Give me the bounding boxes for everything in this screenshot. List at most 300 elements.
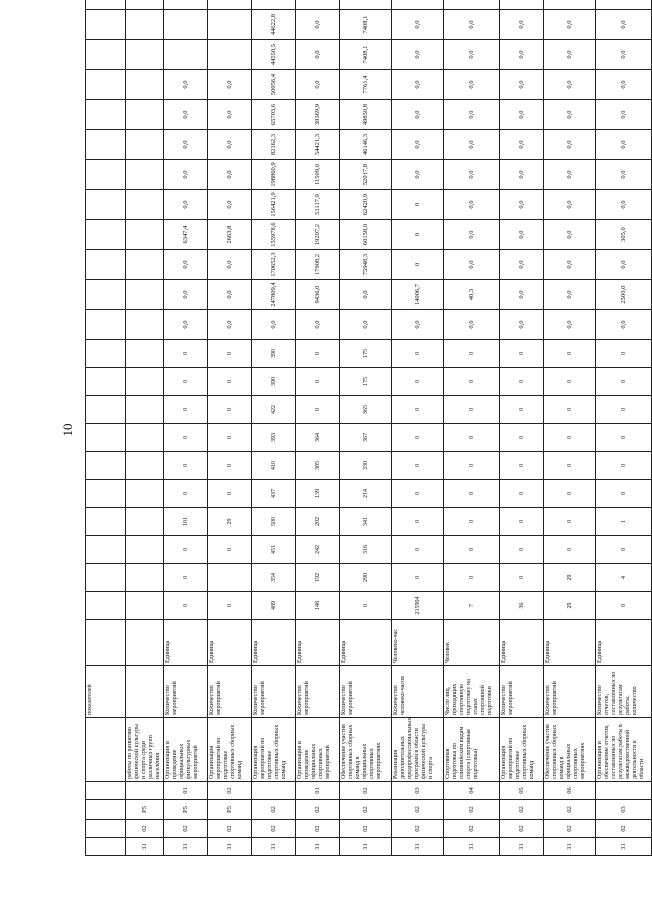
funding-value-cell: 65703,6 <box>252 100 296 130</box>
indicator-value-cell <box>126 536 164 564</box>
funding-value-cell: 0,0 <box>596 160 652 190</box>
unit-cell: Человеко-час <box>392 620 444 666</box>
indicator-value-cell: 0 <box>500 368 544 396</box>
unit-cell: Человек <box>444 620 500 666</box>
indicator-value-cell: 0 <box>296 340 340 368</box>
indicator-value-cell: 0 <box>208 452 252 480</box>
indicator-value-cell: 0 <box>444 564 500 592</box>
funding-value-cell <box>126 0 164 10</box>
activity-name-cell: работы по развитию физической культуры и спорта среди различных групп населения <box>126 718 164 782</box>
indicator-cell: Количество мероприятий <box>296 666 340 718</box>
funding-value-cell: 0,0 <box>296 70 340 100</box>
indicator-value-cell: 330 <box>340 452 392 480</box>
indicator-value-cell: 0 <box>596 480 652 508</box>
funding-value-cell <box>340 0 392 10</box>
funding-value-cell: 49850,8 <box>340 100 392 130</box>
funding-value-cell: 0,0 <box>596 310 652 340</box>
unit-cell: Единица <box>596 620 652 666</box>
funding-value-cell: 198860,9 <box>252 160 296 190</box>
indicator-value-cell <box>126 368 164 396</box>
unit-cell: Единица <box>296 620 340 666</box>
funding-value-cell: 51117,9 <box>296 190 340 220</box>
indicator-cell: Число лиц, проходящих спортивную подготовку на этапах спортивной подготовки <box>444 666 500 718</box>
indicator-value-cell: 0 <box>208 536 252 564</box>
funding-value-cell <box>126 190 164 220</box>
funding-value-cell: 19207,2 <box>296 220 340 250</box>
funding-value-cell: 0 <box>392 250 444 280</box>
indicator-value-cell: 0 <box>544 424 596 452</box>
indicator-value-cell: 0 <box>596 452 652 480</box>
indicator-value-cell: 0 <box>596 396 652 424</box>
code-cell: 06 <box>544 782 596 800</box>
funding-value-cell: 0,0 <box>544 100 596 130</box>
indicator-value-cell: 101 <box>164 508 208 536</box>
indicator-value-cell: 0 <box>296 396 340 424</box>
code-cell: 02 <box>596 820 652 838</box>
funding-value-cell: 0,0 <box>392 100 444 130</box>
indicator-value-cell: 0 <box>208 396 252 424</box>
indicator-value-cell: 0 <box>340 592 392 620</box>
indicator-value-cell: 0 <box>164 536 208 564</box>
funding-value-cell: 0,0 <box>596 190 652 220</box>
table-row <box>252 0 296 856</box>
funding-value-cell: 0,0 <box>544 250 596 280</box>
funding-value-cell: 0,0 <box>444 10 500 40</box>
funding-value-cell: 0,0 <box>544 220 596 250</box>
indicator-value-cell: 0 <box>500 452 544 480</box>
indicator-value-cell: 0 <box>544 536 596 564</box>
indicator-value-cell: 29 <box>544 564 596 592</box>
code-cell: 02 <box>392 820 444 838</box>
table-row <box>596 0 652 856</box>
indicator-value-cell: 7 <box>444 592 500 620</box>
indicator-value-cell: 0 <box>164 396 208 424</box>
code-cell: 02 <box>126 820 164 838</box>
code-cell: 31 <box>392 838 444 856</box>
unit-cell: Единица <box>208 620 252 666</box>
funding-value-cell: 0,0 <box>164 130 208 160</box>
indicator-value-cell <box>126 340 164 368</box>
funding-value-cell: 0,0 <box>596 100 652 130</box>
code-cell: 02 <box>164 820 208 838</box>
funding-value-cell: 247809,4 <box>252 280 296 310</box>
code-cell: 02 <box>252 800 296 820</box>
indicator-value-cell: 410 <box>252 452 296 480</box>
funding-value-cell: 0 <box>392 190 444 220</box>
activity-name-cell: Организация и обеспечение отчетов, составленных по результатам работы в межведомственной деятельности в области <box>596 718 652 782</box>
page-number: 10 <box>60 423 75 437</box>
funding-value-cell <box>126 160 164 190</box>
funding-value-cell: 155978,6 <box>252 220 296 250</box>
activity-name-cell: Реализация дополнительных предпрофессиональных программ в области физической культуры и спорта <box>392 718 444 782</box>
indicator-value-cell: 365 <box>340 396 392 424</box>
funding-value-cell: 2663,8 <box>208 220 252 250</box>
activity-name-cell: Организация и проведение официальных спортивных мероприятий <box>296 718 340 782</box>
indicator-value-cell: 422 <box>252 396 296 424</box>
indicator-value-cell: 0 <box>164 340 208 368</box>
indicator-value-cell: 202 <box>296 508 340 536</box>
indicator-value-cell <box>126 592 164 620</box>
funding-value-cell <box>208 40 252 70</box>
funding-value-cell: 0,0 <box>208 100 252 130</box>
indicator-value-cell: 0 <box>596 368 652 396</box>
indicator-value-cell: 0 <box>296 368 340 396</box>
funding-value-cell: 7408,1 <box>340 10 392 40</box>
funding-value-cell: 39369,9 <box>296 100 340 130</box>
indicator-value-cell: 0 <box>392 480 444 508</box>
rotated-table-area <box>85 13 645 856</box>
indicator-value-cell: 367 <box>340 424 392 452</box>
indicator-value-cell: 305 <box>296 452 340 480</box>
funding-value-cell: 60158,0 <box>340 220 392 250</box>
indicator-value-cell <box>126 424 164 452</box>
funding-value-cell: 0,0 <box>164 70 208 100</box>
funding-value-cell: 2500,0 <box>596 280 652 310</box>
funding-value-cell: 75948,3 <box>340 250 392 280</box>
indicator-value-cell: 0 <box>444 396 500 424</box>
indicator-value-cell: 0 <box>444 424 500 452</box>
funding-value-cell: 0,0 <box>444 160 500 190</box>
indicator-value-cell: 489 <box>252 592 296 620</box>
indicator-value-cell <box>126 452 164 480</box>
funding-value-cell: 0,0 <box>444 190 500 220</box>
budget-table <box>85 0 652 856</box>
table-row <box>392 0 444 856</box>
funding-value-cell: 156421,9 <box>252 190 296 220</box>
funding-value-cell <box>392 0 444 10</box>
activity-name-cell: Спортивная подготовка по олимпийским видам спорта (спортивная подготовка) <box>444 718 500 782</box>
code-cell: 02 <box>252 820 296 838</box>
indicator-value-cell: 341 <box>340 508 392 536</box>
indicator-value-cell: 0 <box>500 424 544 452</box>
funding-value-cell <box>296 0 340 10</box>
indicator-value-cell: 0 <box>544 508 596 536</box>
funding-value-cell <box>208 0 252 10</box>
header-cell: показателей <box>86 666 126 718</box>
indicator-value-cell: 4 <box>596 564 652 592</box>
indicator-cell: Количество мероприятий <box>164 666 208 718</box>
indicator-value-cell: 0 <box>208 368 252 396</box>
code-cell: 02 <box>444 800 500 820</box>
indicator-value-cell: 0 <box>164 480 208 508</box>
indicator-value-cell: 215904 <box>392 592 444 620</box>
funding-value-cell: 44550,5 <box>252 40 296 70</box>
indicator-value-cell: 0 <box>596 340 652 368</box>
indicator-value-cell: 393 <box>252 424 296 452</box>
funding-value-cell <box>500 0 544 10</box>
indicator-cell <box>126 666 164 718</box>
funding-value-cell: 0,0 <box>544 160 596 190</box>
funding-value-cell: 0,0 <box>296 310 340 340</box>
indicator-value-cell: 0 <box>392 536 444 564</box>
indicator-value-cell <box>126 480 164 508</box>
table-row <box>544 0 596 856</box>
funding-value-cell: 0,0 <box>208 250 252 280</box>
funding-value-cell: 0,0 <box>500 190 544 220</box>
funding-value-cell: 0,0 <box>500 70 544 100</box>
indicator-value-cell: 0 <box>444 340 500 368</box>
code-cell: 01 <box>296 782 340 800</box>
funding-value-cell: 0,0 <box>500 10 544 40</box>
code-cell: 31 <box>296 838 340 856</box>
funding-value-cell: 305,0 <box>596 220 652 250</box>
code-cell: 04 <box>444 782 500 800</box>
unit-cell <box>126 620 164 666</box>
indicator-value-cell: 0 <box>500 508 544 536</box>
funding-value-cell: 0,0 <box>444 100 500 130</box>
indicator-cell: Количество мероприятий <box>500 666 544 718</box>
funding-value-cell: 0,0 <box>444 310 500 340</box>
code-cell: 05 <box>500 782 544 800</box>
funding-value-cell: 0,0 <box>392 160 444 190</box>
indicator-value-cell: 1 <box>596 508 652 536</box>
funding-value-cell: 0,0 <box>164 100 208 130</box>
indicator-value-cell: 290 <box>340 564 392 592</box>
code-cell: 31 <box>252 838 296 856</box>
indicator-value-cell: 0 <box>392 424 444 452</box>
funding-value-cell <box>544 0 596 10</box>
unit-cell: Единица <box>544 620 596 666</box>
code-cell: 02 <box>296 820 340 838</box>
indicator-value-cell: 0 <box>444 480 500 508</box>
funding-value-cell <box>596 0 652 10</box>
funding-value-cell: 54421,3 <box>296 130 340 160</box>
code-cell: 02 <box>544 820 596 838</box>
funding-value-cell: 0,0 <box>392 310 444 340</box>
funding-value-cell <box>126 40 164 70</box>
funding-value-cell: 0,0 <box>544 130 596 160</box>
funding-value-cell: 46146,3 <box>340 130 392 160</box>
funding-value-cell <box>208 10 252 40</box>
funding-value-cell <box>126 100 164 130</box>
code-cell: 02 <box>500 820 544 838</box>
indicator-value-cell: 0 <box>544 340 596 368</box>
code-cell: 02 <box>544 800 596 820</box>
indicator-value-cell: 0 <box>444 452 500 480</box>
table-row <box>444 0 500 856</box>
funding-value-cell: 0,0 <box>164 310 208 340</box>
indicator-value-cell: 0 <box>596 424 652 452</box>
code-cell: 02 <box>208 782 252 800</box>
activity-name-cell: Организация мероприятий по подготовке спортивных сборных команд <box>500 718 544 782</box>
indicator-value-cell: 364 <box>296 424 340 452</box>
indicator-value-cell: 29 <box>208 508 252 536</box>
funding-value-cell: 0,0 <box>296 10 340 40</box>
indicator-cell: Количество человеко-часов <box>392 666 444 718</box>
funding-value-cell: 0,0 <box>164 160 208 190</box>
indicator-cell: Количество мероприятий <box>340 666 392 718</box>
indicator-value-cell: 0 <box>164 592 208 620</box>
code-cell: 31 <box>164 838 208 856</box>
indicator-value-cell: 0 <box>164 452 208 480</box>
funding-value-cell: 11509,0 <box>296 160 340 190</box>
indicator-value-cell: 0 <box>500 340 544 368</box>
funding-value-cell: 0,0 <box>544 280 596 310</box>
code-cell <box>596 782 652 800</box>
funding-value-cell: 0,0 <box>164 280 208 310</box>
code-cell: 02 <box>444 820 500 838</box>
indicator-value-cell: 0 <box>208 424 252 452</box>
funding-value-cell: 0,0 <box>596 130 652 160</box>
table-row <box>296 0 340 856</box>
code-cell: 02 <box>296 800 340 820</box>
indicator-value-cell: 0 <box>208 340 252 368</box>
funding-value-cell: 0,0 <box>164 250 208 280</box>
funding-value-cell: 0,0 <box>500 220 544 250</box>
indicator-cell: Количество отчетов, составленных по результатам работы, количество <box>596 666 652 718</box>
funding-value-cell: 0,0 <box>500 310 544 340</box>
indicator-value-cell: 0 <box>164 564 208 592</box>
funding-value-cell: 0,0 <box>444 40 500 70</box>
code-cell: 31 <box>126 838 164 856</box>
indicator-value-cell: 0 <box>500 564 544 592</box>
indicator-cell: Количество мероприятий <box>208 666 252 718</box>
indicator-value-cell: 0 <box>500 480 544 508</box>
funding-value-cell <box>126 250 164 280</box>
funding-value-cell <box>126 70 164 100</box>
funding-value-cell: 0,0 <box>500 130 544 160</box>
funding-value-cell: 0,0 <box>392 40 444 70</box>
funding-value-cell: 0,0 <box>340 310 392 340</box>
indicator-value-cell: 0 <box>208 480 252 508</box>
funding-value-cell: 0,0 <box>544 190 596 220</box>
funding-value-cell: 0,0 <box>208 190 252 220</box>
indicator-value-cell: 0 <box>596 536 652 564</box>
funding-value-cell: 0,0 <box>500 250 544 280</box>
indicator-value-cell: 175 <box>340 340 392 368</box>
funding-value-cell: 6347,4 <box>164 220 208 250</box>
funding-value-cell: 0,0 <box>208 280 252 310</box>
indicator-value-cell: 0 <box>444 536 500 564</box>
funding-value-cell: 0 <box>392 220 444 250</box>
indicator-cell: Количество мероприятий <box>544 666 596 718</box>
code-cell <box>126 782 164 800</box>
funding-value-cell <box>126 310 164 340</box>
code-cell: 03 <box>392 782 444 800</box>
code-cell: 31 <box>596 838 652 856</box>
funding-value-cell <box>126 10 164 40</box>
indicator-value-cell: 148 <box>296 592 340 620</box>
indicator-value-cell: 29 <box>544 592 596 620</box>
funding-value-cell <box>164 0 208 10</box>
code-cell: P5 <box>164 800 208 820</box>
indicator-value-cell: 0 <box>544 452 596 480</box>
table-row <box>208 0 252 856</box>
indicator-value-cell: 0 <box>392 340 444 368</box>
indicator-value-cell: 0 <box>392 396 444 424</box>
code-cell: 02 <box>500 800 544 820</box>
funding-value-cell <box>126 220 164 250</box>
code-cell: 02 <box>208 820 252 838</box>
funding-value-cell: 0,0 <box>392 70 444 100</box>
indicator-value-cell: 175 <box>340 368 392 396</box>
indicator-value-cell: 0 <box>596 592 652 620</box>
activity-name-cell: Обеспечение участия спортивных сборных команд в официальных спортивных мероприятиях <box>340 718 392 782</box>
indicator-value-cell: 390 <box>252 340 296 368</box>
code-cell: 31 <box>444 838 500 856</box>
indicator-value-cell: 242 <box>296 536 340 564</box>
indicator-value-cell: 0 <box>444 368 500 396</box>
table-row <box>340 0 392 856</box>
indicator-value-cell: 0 <box>208 592 252 620</box>
code-cell: 01 <box>164 782 208 800</box>
activity-name-cell: Организация мероприятий по подготовке спортивных сборных команд <box>252 718 296 782</box>
funding-value-cell: 52017,8 <box>340 160 392 190</box>
indicator-value-cell: 139 <box>296 480 340 508</box>
code-cell: 02 <box>392 800 444 820</box>
indicator-value-cell: 0 <box>444 508 500 536</box>
funding-value-cell: 0,0 <box>500 280 544 310</box>
indicator-value-cell: 0 <box>392 368 444 396</box>
funding-value-cell: 17908,2 <box>296 250 340 280</box>
indicator-value-cell: 451 <box>252 536 296 564</box>
indicator-value-cell: 390 <box>252 368 296 396</box>
table-row <box>126 0 164 856</box>
code-cell: 03 <box>596 800 652 820</box>
funding-value-cell: 0,0 <box>252 310 296 340</box>
funding-value-cell: 7408,1 <box>340 40 392 70</box>
indicator-value-cell: 0 <box>500 396 544 424</box>
funding-value-cell <box>252 0 296 10</box>
funding-value-cell: 0,0 <box>392 10 444 40</box>
unit-cell: Единица <box>252 620 296 666</box>
funding-value-cell: 0,0 <box>444 130 500 160</box>
funding-value-cell: 0,0 <box>444 220 500 250</box>
funding-value-cell: 50056,4 <box>252 70 296 100</box>
funding-value-cell: 0,0 <box>208 70 252 100</box>
funding-value-cell <box>444 0 500 10</box>
funding-value-cell: 9436,0 <box>296 280 340 310</box>
funding-value-cell: 0,0 <box>164 190 208 220</box>
funding-value-cell: 0,0 <box>500 40 544 70</box>
funding-value-cell <box>164 40 208 70</box>
indicator-value-cell <box>126 508 164 536</box>
indicator-value-cell: 500 <box>252 508 296 536</box>
code-cell: P5 <box>208 800 252 820</box>
funding-value-cell <box>164 10 208 40</box>
indicator-value-cell <box>208 564 252 592</box>
unit-cell: Единица <box>164 620 208 666</box>
indicator-value-cell: 316 <box>340 536 392 564</box>
indicator-value-cell: 354 <box>252 564 296 592</box>
indicator-value-cell: 0 <box>544 396 596 424</box>
indicator-value-cell: 0 <box>392 564 444 592</box>
funding-value-cell: 0,0 <box>596 70 652 100</box>
unit-cell: Единица <box>500 620 544 666</box>
indicator-value-cell: 0 <box>544 368 596 396</box>
funding-value-cell: 0,0 <box>208 310 252 340</box>
indicator-value-cell: 192 <box>296 564 340 592</box>
code-cell <box>252 782 296 800</box>
table-row <box>500 0 544 856</box>
indicator-value-cell: 36 <box>500 592 544 620</box>
funding-value-cell: 170652,3 <box>252 250 296 280</box>
funding-value-cell: 0,0 <box>444 70 500 100</box>
indicator-value-cell <box>126 564 164 592</box>
code-cell: 31 <box>340 838 392 856</box>
code-cell: 02 <box>340 782 392 800</box>
indicator-value-cell: 0 <box>164 424 208 452</box>
table-row <box>164 0 208 856</box>
funding-value-cell: 7761,4 <box>340 70 392 100</box>
funding-value-cell: 40,3 <box>444 280 500 310</box>
funding-value-cell: 0,0 <box>544 40 596 70</box>
funding-value-cell <box>126 130 164 160</box>
code-cell: 31 <box>208 838 252 856</box>
table-body <box>86 0 652 856</box>
indicator-value-cell: 437 <box>252 480 296 508</box>
funding-value-cell: 0,0 <box>596 250 652 280</box>
